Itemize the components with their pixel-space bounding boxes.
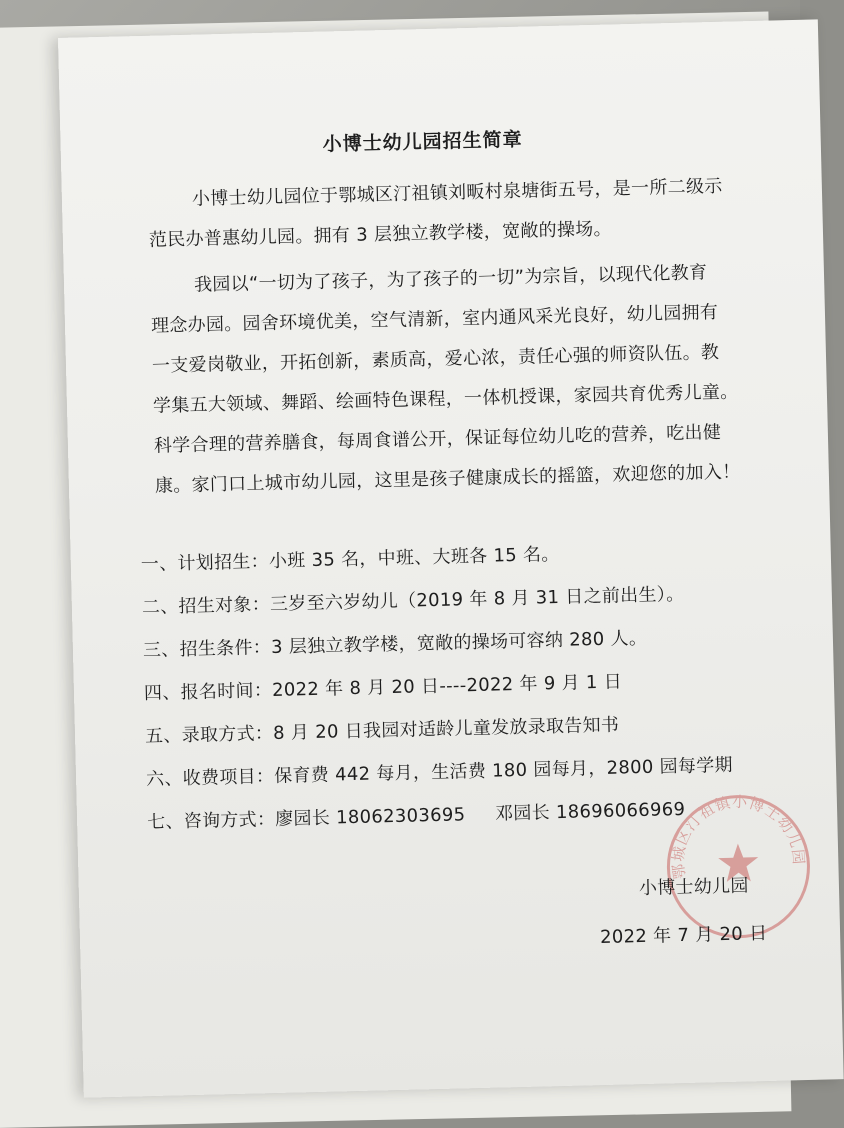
intro-line: 一支爱岗敬业，开拓创新，素质高，爱心浓，责任心强的师资队伍。教	[151, 341, 720, 377]
intro-line: 科学合理的营养膳食，每周食谱公开，保证每位幼儿吃的营养，吃出健	[153, 421, 722, 457]
list-item: 五、录取方式：8 月 20 日我园对适龄儿童发放录取告知书	[144, 714, 620, 748]
consult-line: 七、咨询方式：廖园长 18062303695	[146, 804, 466, 834]
list-item: 二、招生对象：三岁至六岁幼儿（2019 年 8 月 31 日之前出生）。	[141, 583, 685, 619]
list-item: 三、招生条件：3 层独立教学楼，宽敞的操场可容纳 280 人。	[142, 627, 648, 662]
intro-line: 理念办园。园舍环境优美，空气清新，室内通风采光良好，幼儿园拥有	[150, 301, 719, 337]
list-item: 六、收费项目：保育费 442 每月，生活费 180 园每月，2800 园每学期	[145, 754, 734, 791]
list-item: 一、计划招生：小班 35 名，中班、大班各 15 名。	[140, 543, 560, 576]
intro-line: 小博士幼儿园位于鄂城区汀祖镇刘畈村泉塘街五号，是一所二级示	[191, 175, 723, 210]
intro-line: 学集五大领域、舞蹈、绘画特色课程，一体机授课，家园共育优秀儿童。	[152, 381, 739, 417]
document-page	[58, 19, 844, 1097]
intro-line: 我园以“一切为了孩子，为了孩子的一切”为宗旨，以现代化教育	[193, 262, 708, 296]
stamp-text: 鄂城区汀祖镇小博士幼儿园	[668, 792, 808, 881]
intro-line: 范民办普惠幼儿园。拥有 3 层独立教学楼，宽敞的操场。	[148, 218, 613, 251]
document-title: 小博士幼儿园招生简章	[322, 128, 523, 156]
signature-date: 2022 年 7 月 20 日	[599, 922, 768, 949]
signature-org: 小博士幼儿园	[638, 875, 749, 900]
list-item: 四、报名时间：2022 年 8 月 20 日----2022 年 9 月 1 日	[143, 671, 623, 705]
consult-second: 邓园长 18696066969	[494, 798, 686, 825]
intro-line: 康。家门口上城市幼儿园，这里是孩子健康成长的摇篮，欢迎您的加入！	[154, 461, 741, 497]
